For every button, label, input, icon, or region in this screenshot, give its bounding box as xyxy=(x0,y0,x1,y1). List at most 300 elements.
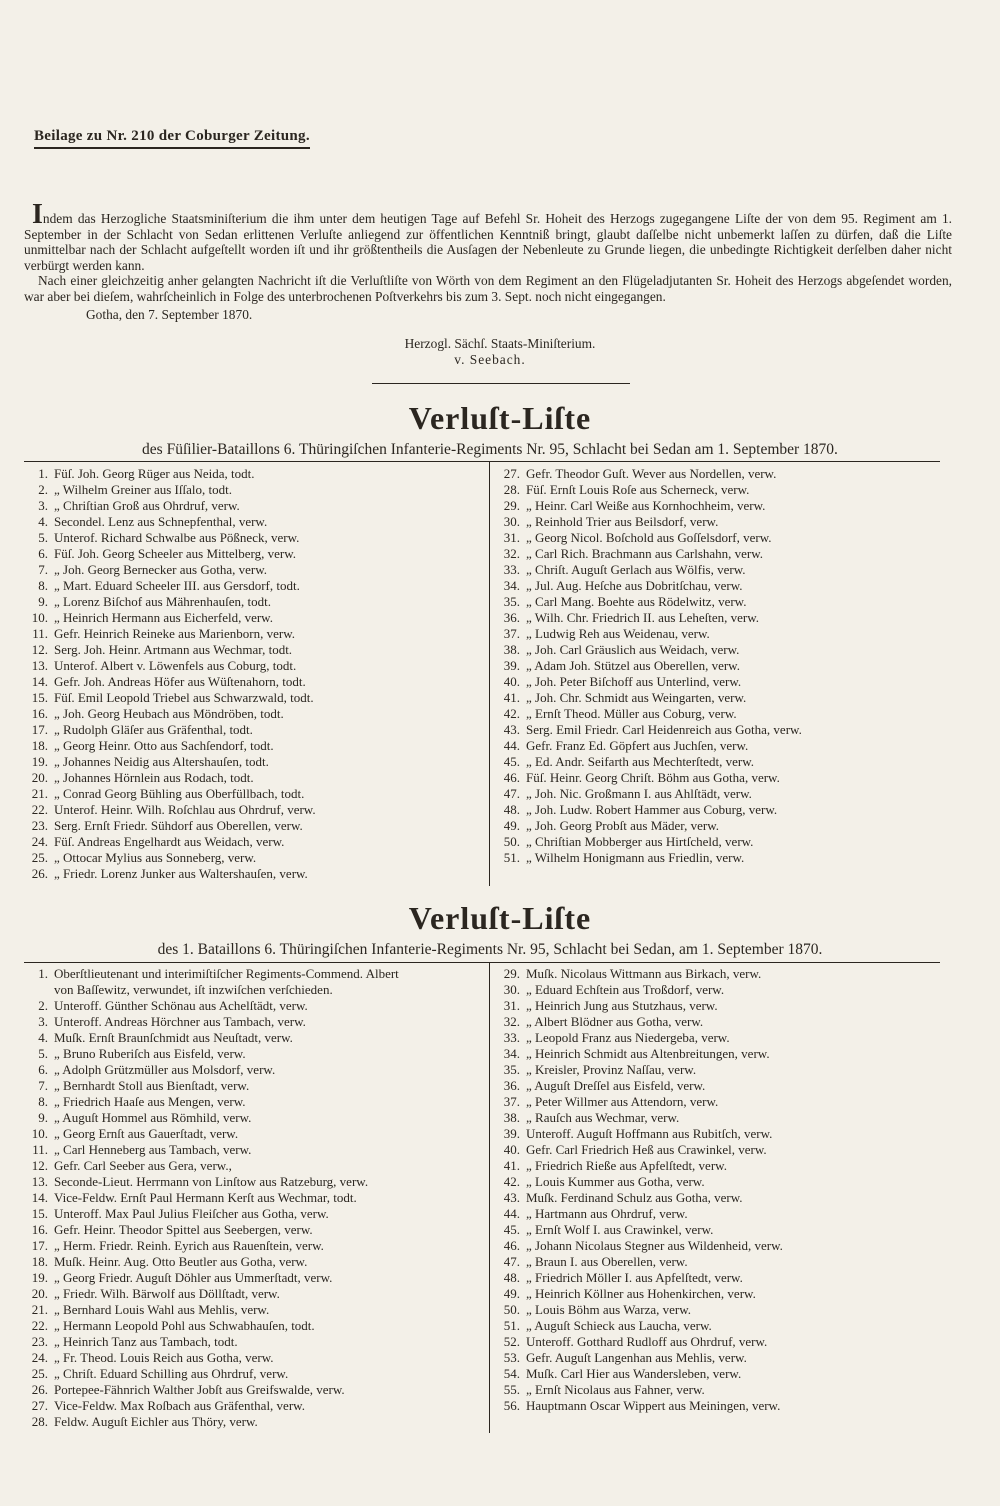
entry-number: 25. xyxy=(31,1366,48,1381)
casualty-list-1-right xyxy=(492,466,942,866)
list-item xyxy=(20,1206,486,1222)
entry-number: 6. xyxy=(38,1062,48,1077)
list-item xyxy=(20,498,486,514)
entry-number: 17. xyxy=(31,722,48,737)
list-item xyxy=(492,1142,942,1158)
list-item xyxy=(492,1046,942,1062)
entry-number: 52. xyxy=(503,1334,520,1349)
entry-text: „ Carl Rich. Brachmann aus Carlshahn, verw. xyxy=(526,546,764,561)
entry-text: „ Joh. Peter Biſchoff aus Unterlind, verw. xyxy=(526,674,742,689)
list-item xyxy=(492,1078,942,1094)
list-item xyxy=(492,1286,942,1302)
list-item xyxy=(492,498,942,514)
entry-text: Gefr. Carl Friedrich Heß aus Crawinkel, verw. xyxy=(526,1142,767,1157)
entry-text: „ Johannes Hörnlein aus Rodach, todt. xyxy=(54,770,254,785)
entry-number: 1. xyxy=(38,966,48,981)
entry-text: „ Heinr. Carl Weiße aus Kornhochheim, verw. xyxy=(526,498,766,513)
entry-text: „ Friedrich Möller I. aus Apfelſtedt, verw. xyxy=(526,1270,743,1285)
entry-number: 5. xyxy=(38,1046,48,1061)
list-item xyxy=(492,610,942,626)
casualty-list-2-right xyxy=(492,966,942,1414)
list-item xyxy=(492,738,942,754)
entry-text: „ Auguſt Hommel aus Römhild, verw. xyxy=(54,1110,252,1125)
list-item xyxy=(492,546,942,562)
entry-number: 42. xyxy=(503,1174,520,1189)
list-item xyxy=(20,530,486,546)
list-item xyxy=(20,982,486,998)
entry-number: 24. xyxy=(31,1350,48,1365)
list-item xyxy=(20,850,486,866)
entry-number: 12. xyxy=(31,642,48,657)
list-item xyxy=(20,1110,486,1126)
list-item xyxy=(20,802,486,818)
entry-number: 48. xyxy=(503,1270,520,1285)
entry-text: „ Friedr. Wilh. Bärwolf aus Döllſtadt, verw. xyxy=(54,1286,280,1301)
entry-number: 20. xyxy=(31,1286,48,1301)
entry-number: 3. xyxy=(38,1014,48,1029)
list-item xyxy=(492,1094,942,1110)
list-item xyxy=(492,626,942,642)
list-item xyxy=(492,1158,942,1174)
entry-number: 15. xyxy=(31,690,48,705)
entry-number: 12. xyxy=(31,1158,48,1173)
entry-number: 14. xyxy=(31,1190,48,1205)
list-item xyxy=(20,1254,486,1270)
list-item xyxy=(20,966,486,982)
entry-number: 46. xyxy=(503,1238,520,1253)
entry-text: „ Georg Heinr. Otto aus Sachſendorf, todt. xyxy=(54,738,274,753)
entry-number: 8. xyxy=(38,1094,48,1109)
entry-number: 36. xyxy=(503,1078,520,1093)
entry-text: „ Joh. Ludw. Robert Hammer aus Coburg, verw. xyxy=(526,802,778,817)
entry-text: „ Wilhelm Greiner aus Iſſalo, todt. xyxy=(54,482,232,497)
entry-number: 48. xyxy=(503,802,520,817)
entry-number: 24. xyxy=(31,834,48,849)
list-item xyxy=(20,770,486,786)
entry-text: Unterof. Heinr. Wilh. Roſchlau aus Ohrdruf, verw. xyxy=(54,802,316,817)
entry-number: 51. xyxy=(503,850,520,865)
dateline: Gotha, den 7. September 1870. xyxy=(86,306,253,322)
list-item xyxy=(20,546,486,562)
intro-paragraph: Indem das Herzogliche Staatsminiſterium die ihm unter dem heutigen Tage auf Befehl Sr. Hoheit des Herzogs zugegangene Liſte der von dem 95. Regiment am 1. September in der Schlacht von Sedan erlittenen Verluſte anliegend zur öffentlichen Kenntniß bringt, glaubt daſſelbe nicht unbemerkt laſſen zu dürfen, daß die Liſte unmittelbar nach der Schlacht aufgeſtellt worden iſt und ihr größtentheils die Ausſagen der Nebenleute zu Grunde liegen, die unbedingte Richtigkeit derſelben daher nicht verbürgt werden kann. xyxy=(24,199,952,273)
entry-number: 55. xyxy=(503,1382,520,1397)
entry-number: 35. xyxy=(503,594,520,609)
entry-number: 37. xyxy=(503,1094,520,1109)
entry-text: „ Ernſt Theod. Müller aus Coburg, verw. xyxy=(526,706,737,721)
list-item xyxy=(492,786,942,802)
list-item xyxy=(20,1286,486,1302)
entry-text: Muſk. Ernſt Braunſchmidt aus Neuſtadt, verw. xyxy=(54,1030,293,1045)
list-item xyxy=(20,1270,486,1286)
list-item xyxy=(492,562,942,578)
entry-text: „ Ludwig Reh aus Weidenau, verw. xyxy=(526,626,710,641)
entry-text: „ Louis Böhm aus Warza, verw. xyxy=(526,1302,692,1317)
entry-text: „ Albert Blödner aus Gotha, verw. xyxy=(526,1014,704,1029)
entry-text: „ Carl Mang. Boehte aus Rödelwitz, verw. xyxy=(526,594,747,609)
list-item xyxy=(492,578,942,594)
entry-text: „ Braun I. aus Oberellen, verw. xyxy=(526,1254,688,1269)
entry-text: „ Joh. Nic. Großmann I. aus Ahlſtädt, verw. xyxy=(526,786,752,801)
list-item xyxy=(492,1366,942,1382)
entry-text: „ Ottocar Mylius aus Sonneberg, verw. xyxy=(54,850,257,865)
entry-number: 6. xyxy=(38,546,48,561)
entry-number: 50. xyxy=(503,1302,520,1317)
entry-number: 22. xyxy=(31,802,48,817)
list-item xyxy=(20,1174,486,1190)
entry-number: 31. xyxy=(503,998,520,1013)
entry-text: Gefr. Franz Ed. Göpfert aus Juchſen, verw. xyxy=(526,738,749,753)
list-item xyxy=(20,1190,486,1206)
entry-text: Gefr. Carl Seeber aus Gera, verw., xyxy=(54,1158,232,1173)
entry-text: Füſ. Andreas Engelhardt aus Weidach, verw. xyxy=(54,834,285,849)
list-item xyxy=(492,754,942,770)
list-item xyxy=(20,578,486,594)
list-item xyxy=(492,1238,942,1254)
entry-text: „ Hermann Leopold Pohl aus Schwabhauſen, todt. xyxy=(54,1318,315,1333)
list-item xyxy=(492,530,942,546)
entry-text: Unteroff. Günther Schönau aus Achelſtädt, verw. xyxy=(54,998,308,1013)
entry-text: Füſ. Emil Leopold Triebel aus Schwarzwald, todt. xyxy=(54,690,314,705)
list-item xyxy=(492,966,942,982)
entry-number: 40. xyxy=(503,674,520,689)
list-item xyxy=(20,818,486,834)
list-item xyxy=(20,466,486,482)
list-item xyxy=(492,642,942,658)
entry-text: Vice-Feldw. Max Roſbach aus Gräfenthal, verw. xyxy=(54,1398,305,1413)
list-item xyxy=(492,1190,942,1206)
list-item xyxy=(20,482,486,498)
entry-text: „ Friedrich Rieße aus Apfelſtedt, verw. xyxy=(526,1158,727,1173)
entry-text: Serg. Ernſt Friedr. Sühdorf aus Oberellen, verw. xyxy=(54,818,303,833)
list-item xyxy=(20,738,486,754)
entry-number: 39. xyxy=(503,658,520,673)
entry-number: 1. xyxy=(38,466,48,481)
list-item xyxy=(492,1318,942,1334)
entry-text: „ Adam Joh. Stützel aus Oberellen, verw. xyxy=(526,658,740,673)
list-item xyxy=(492,514,942,530)
entry-number: 26. xyxy=(31,866,48,881)
entry-number: 38. xyxy=(503,1110,520,1125)
entry-text: Unteroff. Max Paul Julius Fleiſcher aus Gotha, verw. xyxy=(54,1206,329,1221)
entry-text: Unteroff. Gotthard Rudloff aus Ohrdruf, verw. xyxy=(526,1334,768,1349)
entry-text: „ Friedr. Lorenz Junker aus Waltershauſen, verw. xyxy=(54,866,308,881)
entry-text: Muſk. Heinr. Aug. Otto Beutler aus Gotha, verw. xyxy=(54,1254,308,1269)
entry-number: 3. xyxy=(38,498,48,513)
list-item xyxy=(20,1142,486,1158)
entry-number: 10. xyxy=(31,610,48,625)
entry-text: Serg. Emil Friedr. Carl Heidenreich aus Gotha, verw. xyxy=(526,722,802,737)
entry-text: „ Ed. Andr. Seifarth aus Mechterſtedt, verw. xyxy=(526,754,755,769)
entry-text: „ Heinrich Schmidt aus Altenbreitungen, verw. xyxy=(526,1046,770,1061)
entry-text: „ Mart. Eduard Scheeler III. aus Gersdorf, todt. xyxy=(54,578,300,593)
entry-text: „ Jul. Aug. Heſche aus Dobritſchau, verw. xyxy=(526,578,743,593)
list-item xyxy=(20,706,486,722)
entry-text: „ Ernſt Nicolaus aus Fahner, verw. xyxy=(526,1382,705,1397)
list-item xyxy=(492,1254,942,1270)
entry-number: 4. xyxy=(38,1030,48,1045)
entry-text: Oberſtlieutenant und interimiſtiſcher Regiments-Commend. Albert xyxy=(54,966,399,981)
entry-number: 18. xyxy=(31,738,48,753)
entry-number: 21. xyxy=(31,1302,48,1317)
entry-text: „ Heinrich Tanz aus Tambach, todt. xyxy=(54,1334,238,1349)
list-item xyxy=(20,754,486,770)
entry-number: 14. xyxy=(31,674,48,689)
list-item xyxy=(20,1222,486,1238)
entry-text: Hauptmann Oscar Wippert aus Meiningen, verw. xyxy=(526,1398,781,1413)
list-item xyxy=(20,1334,486,1350)
entry-text: „ Johann Nicolaus Stegner aus Wildenheid, verw. xyxy=(526,1238,783,1253)
list-item xyxy=(20,642,486,658)
list-item xyxy=(492,802,942,818)
list-item xyxy=(20,1158,486,1174)
list-item xyxy=(492,466,942,482)
entry-text: „ Georg Nicol. Boſchold aus Goſſelsdorf, verw. xyxy=(526,530,772,545)
entry-text: „ Auguſt Schieck aus Laucha, verw. xyxy=(526,1318,712,1333)
entry-number: 56. xyxy=(503,1398,520,1413)
list-item xyxy=(20,1094,486,1110)
list-item xyxy=(20,1366,486,1382)
list-item xyxy=(20,1126,486,1142)
entry-number: 36. xyxy=(503,610,520,625)
entry-number: 46. xyxy=(503,770,520,785)
list-item xyxy=(20,1046,486,1062)
list-item xyxy=(20,1014,486,1030)
list-item xyxy=(20,1318,486,1334)
entry-number: 2. xyxy=(38,998,48,1013)
entry-text: „ Lorenz Biſchof aus Mährenhauſen, todt. xyxy=(54,594,271,609)
entry-number: 43. xyxy=(503,722,520,737)
list-item xyxy=(20,1078,486,1094)
entry-text: „ Joh. Carl Gräuslich aus Weidach, verw. xyxy=(526,642,740,657)
list-item xyxy=(492,482,942,498)
entry-number: 45. xyxy=(503,754,520,769)
entry-text: Muſk. Carl Hier aus Wandersleben, verw. xyxy=(526,1366,742,1381)
entry-text: „ Joh. Georg Heubach aus Möndröben, todt. xyxy=(54,706,284,721)
entry-number: 54. xyxy=(503,1366,520,1381)
entry-text: „ Herm. Friedr. Reinh. Eyrich aus Rauenſtein, verw. xyxy=(54,1238,324,1253)
list-item xyxy=(492,834,942,850)
list-item xyxy=(492,722,942,738)
entry-number: 33. xyxy=(503,1030,520,1045)
list-item xyxy=(492,1174,942,1190)
list-item xyxy=(492,770,942,786)
entry-text: „ Joh. Georg Probſt aus Mäder, verw. xyxy=(526,818,719,833)
entry-number: 32. xyxy=(503,1014,520,1029)
entry-text: „ Joh. Georg Bernecker aus Gotha, verw. xyxy=(54,562,267,577)
list-item xyxy=(20,1398,486,1414)
entry-number: 33. xyxy=(503,562,520,577)
entry-number: 26. xyxy=(31,1382,48,1397)
list-item xyxy=(20,1414,486,1430)
entry-number: 50. xyxy=(503,834,520,849)
list-item xyxy=(20,998,486,1014)
entry-text: Vice-Feldw. Ernſt Paul Hermann Kerſt aus Wechmar, todt. xyxy=(54,1190,357,1205)
list-item xyxy=(20,1030,486,1046)
entry-text: „ Eduard Echſtein aus Troßdorf, verw. xyxy=(526,982,725,997)
entry-number: 23. xyxy=(31,818,48,833)
entry-number: 38. xyxy=(503,642,520,657)
entry-number: 39. xyxy=(503,1126,520,1141)
signatory: v. Seebach. xyxy=(454,352,526,367)
entry-number: 29. xyxy=(503,498,520,513)
list-item xyxy=(20,674,486,690)
list-item xyxy=(20,786,486,802)
entry-number: 49. xyxy=(503,818,520,833)
intro-notice xyxy=(24,199,952,322)
entry-number: 47. xyxy=(503,1254,520,1269)
casualty-list-2-left xyxy=(20,966,486,1430)
list-item xyxy=(492,1398,942,1414)
entry-text: „ Hartmann aus Ohrdruf, verw. xyxy=(526,1206,688,1221)
list-title: Verluſt-Liſte xyxy=(408,400,592,436)
entry-text: Unteroff. Andreas Hörchner aus Tambach, verw. xyxy=(54,1014,306,1029)
list-item xyxy=(20,514,486,530)
entry-number: 13. xyxy=(31,1174,48,1189)
entry-text: Füſ. Joh. Georg Scheeler aus Mittelberg, verw. xyxy=(54,546,297,561)
entry-text: „ Heinrich Köllner aus Hohenkirchen, verw. xyxy=(526,1286,756,1301)
entry-text: Gefr. Heinr. Theodor Spittel aus Seebergen, verw. xyxy=(54,1222,313,1237)
entry-text: Gefr. Joh. Andreas Höfer aus Wüſtenahorn, todt. xyxy=(54,674,306,689)
entry-number: 28. xyxy=(503,482,520,497)
list-item xyxy=(20,866,486,882)
entry-number: 29. xyxy=(503,966,520,981)
entry-text: Muſk. Nicolaus Wittmann aus Birkach, verw. xyxy=(526,966,762,981)
entry-number: 44. xyxy=(503,1206,520,1221)
entry-text: „ Rudolph Gläſer aus Gräfenthal, todt. xyxy=(54,722,253,737)
entry-number: 37. xyxy=(503,626,520,641)
entry-number: 8. xyxy=(38,578,48,593)
entry-text: „ Carl Henneberg aus Tambach, verw. xyxy=(54,1142,252,1157)
section-divider xyxy=(372,383,630,384)
entry-number: 16. xyxy=(31,706,48,721)
entry-number: 32. xyxy=(503,546,520,561)
entry-number: 43. xyxy=(503,1190,520,1205)
entry-number: 41. xyxy=(503,1158,520,1173)
list-item xyxy=(492,1206,942,1222)
entry-text: Unterof. Albert v. Löwenfels aus Coburg, todt. xyxy=(54,658,297,673)
entry-number: 9. xyxy=(38,1110,48,1125)
entry-text: „ Bernhardt Stoll aus Bienſtadt, verw. xyxy=(54,1078,250,1093)
entry-number: 27. xyxy=(31,1398,48,1413)
list-subtitle: des 1. Bataillons 6. Thüringiſchen Infanterie-Regiments Nr. 95, Schlacht bei Sedan, am 1. September 1870. xyxy=(157,941,823,958)
entry-number: 22. xyxy=(31,1318,48,1333)
entry-text: „ Adolph Grützmüller aus Molsdorf, verw. xyxy=(54,1062,276,1077)
entry-text: Füſ. Ernſt Louis Roſe aus Scherneck, verw. xyxy=(526,482,750,497)
entry-text: „ Wilhelm Honigmann aus Friedlin, verw. xyxy=(526,850,745,865)
entry-text: Portepee-Fähnrich Walther Jobſt aus Greifswalde, verw. xyxy=(54,1382,345,1397)
list-item xyxy=(492,1062,942,1078)
entry-number: 11. xyxy=(32,1142,48,1157)
entry-text: „ Heinrich Hermann aus Eicherfeld, verw. xyxy=(54,610,273,625)
entry-number: 15. xyxy=(31,1206,48,1221)
list-item xyxy=(492,818,942,834)
entry-number: 19. xyxy=(31,1270,48,1285)
entry-text: „ Wilh. Chr. Friedrich II. aus Leheſten, verw. xyxy=(526,610,760,625)
entry-text: „ Chriſtian Mobberger aus Hirtſcheld, verw. xyxy=(526,834,754,849)
entry-text: „ Louis Kummer aus Gotha, verw. xyxy=(526,1174,705,1189)
list-top-rule xyxy=(24,461,940,462)
entry-text: von Baſſewitz, verwundet, iſt inzwiſchen verſchieden. xyxy=(54,982,333,997)
entry-number: 47. xyxy=(503,786,520,801)
entry-text: „ Chriſt. Auguſt Gerlach aus Wölfis, verw. xyxy=(526,562,746,577)
entry-text: Unterof. Richard Schwalbe aus Pößneck, verw. xyxy=(54,530,300,545)
entry-text: Feldw. Auguſt Eichler aus Thöry, verw. xyxy=(54,1414,258,1429)
list-item xyxy=(20,626,486,642)
column-divider xyxy=(489,963,490,1433)
entry-text: Füſ. Joh. Georg Rüger aus Neida, todt. xyxy=(54,466,255,481)
list-item xyxy=(492,1334,942,1350)
entry-text: „ Rauſch aus Wechmar, verw. xyxy=(526,1110,680,1125)
list-item xyxy=(20,562,486,578)
entry-number: 28. xyxy=(31,1414,48,1429)
entry-text: Gefr. Auguſt Langenhan aus Mehlis, verw. xyxy=(526,1350,747,1365)
list-item xyxy=(20,1062,486,1078)
entry-number: 7. xyxy=(38,562,48,577)
list-item xyxy=(492,1014,942,1030)
entry-text: Secondel. Lenz aus Schnepfenthal, verw. xyxy=(54,514,268,529)
list-item xyxy=(492,1110,942,1126)
list-item xyxy=(492,982,942,998)
list-item xyxy=(20,690,486,706)
entry-number: 23. xyxy=(31,1334,48,1349)
casualty-list-1-left xyxy=(20,466,486,882)
list-item xyxy=(492,998,942,1014)
list-item xyxy=(492,674,942,690)
list-item xyxy=(492,850,942,866)
entry-text: „ Auguſt Dreſſel aus Eisfeld, verw. xyxy=(526,1078,706,1093)
entry-text: „ Reinhold Trier aus Beilsdorf, verw. xyxy=(526,514,719,529)
list-item xyxy=(492,690,942,706)
list-item xyxy=(20,1238,486,1254)
entry-number: 16. xyxy=(31,1222,48,1237)
entry-number: 30. xyxy=(503,514,520,529)
entry-text: „ Heinrich Jung aus Stutzhaus, verw. xyxy=(526,998,718,1013)
entry-text: „ Leopold Franz aus Niedergeba, verw. xyxy=(526,1030,730,1045)
entry-number: 2. xyxy=(38,482,48,497)
entry-number: 40. xyxy=(503,1142,520,1157)
entry-number: 49. xyxy=(503,1286,520,1301)
ministry-signature: Herzogl. Sächſ. Staats-Miniſterium. xyxy=(404,336,596,351)
entry-text: „ Fr. Theod. Louis Reich aus Gotha, verw. xyxy=(54,1350,274,1365)
entry-number: 34. xyxy=(503,578,520,593)
entry-number: 53. xyxy=(503,1350,520,1365)
entry-number: 18. xyxy=(31,1254,48,1269)
entry-text: „ Conrad Georg Bühling aus Oberfüllbach, todt. xyxy=(54,786,305,801)
list-item xyxy=(20,610,486,626)
entry-text: „ Bruno Ruberiſch aus Eisfeld, verw. xyxy=(54,1046,246,1061)
list-item xyxy=(20,1350,486,1366)
entry-text: „ Georg Ernſt aus Gauerſtadt, verw. xyxy=(54,1126,239,1141)
list-item xyxy=(492,658,942,674)
intro-paragraph: Nach einer gleichzeitig anher gelangten Nachricht iſt die Verluſtliſte von Wörth von dem Regiment an den Flügeladjutanten Sr. Hoheit des Herzogs abgeſendet worden, war aber bei dieſem, wahrſcheinlich in Folge des unterbrochenen Poſtverkehrs bis zum 3. Sept. noch nicht eingegangen. xyxy=(24,273,952,304)
entry-number: 9. xyxy=(38,594,48,609)
entry-number: 13. xyxy=(31,658,48,673)
entry-text: Seconde-Lieut. Herrmann von Linſtow aus Ratzeburg, verw. xyxy=(54,1174,369,1189)
entry-text: Gefr. Theodor Guſt. Wever aus Nordellen, verw. xyxy=(526,466,777,481)
entry-number: 20. xyxy=(31,770,48,785)
list-item xyxy=(492,1222,942,1238)
entry-text: „ Chriſtian Groß aus Ohrdruf, verw. xyxy=(54,498,240,513)
entry-text: „ Ernſt Wolf I. aus Crawinkel, verw. xyxy=(526,1222,714,1237)
entry-text: „ Chriſt. Eduard Schilling aus Ohrdruf, verw. xyxy=(54,1366,289,1381)
entry-number: 41. xyxy=(503,690,520,705)
entry-number: 30. xyxy=(503,982,520,997)
list-subtitle: des Füſilier-Bataillons 6. Thüringiſchen Infanterie-Regiments Nr. 95, Schlacht bei Sedan am 1. September 1870. xyxy=(142,441,838,458)
entry-text: Füſ. Heinr. Georg Chriſt. Böhm aus Gotha, verw. xyxy=(526,770,780,785)
entry-number: 35. xyxy=(503,1062,520,1077)
list-item xyxy=(492,706,942,722)
entry-number: 17. xyxy=(31,1238,48,1253)
